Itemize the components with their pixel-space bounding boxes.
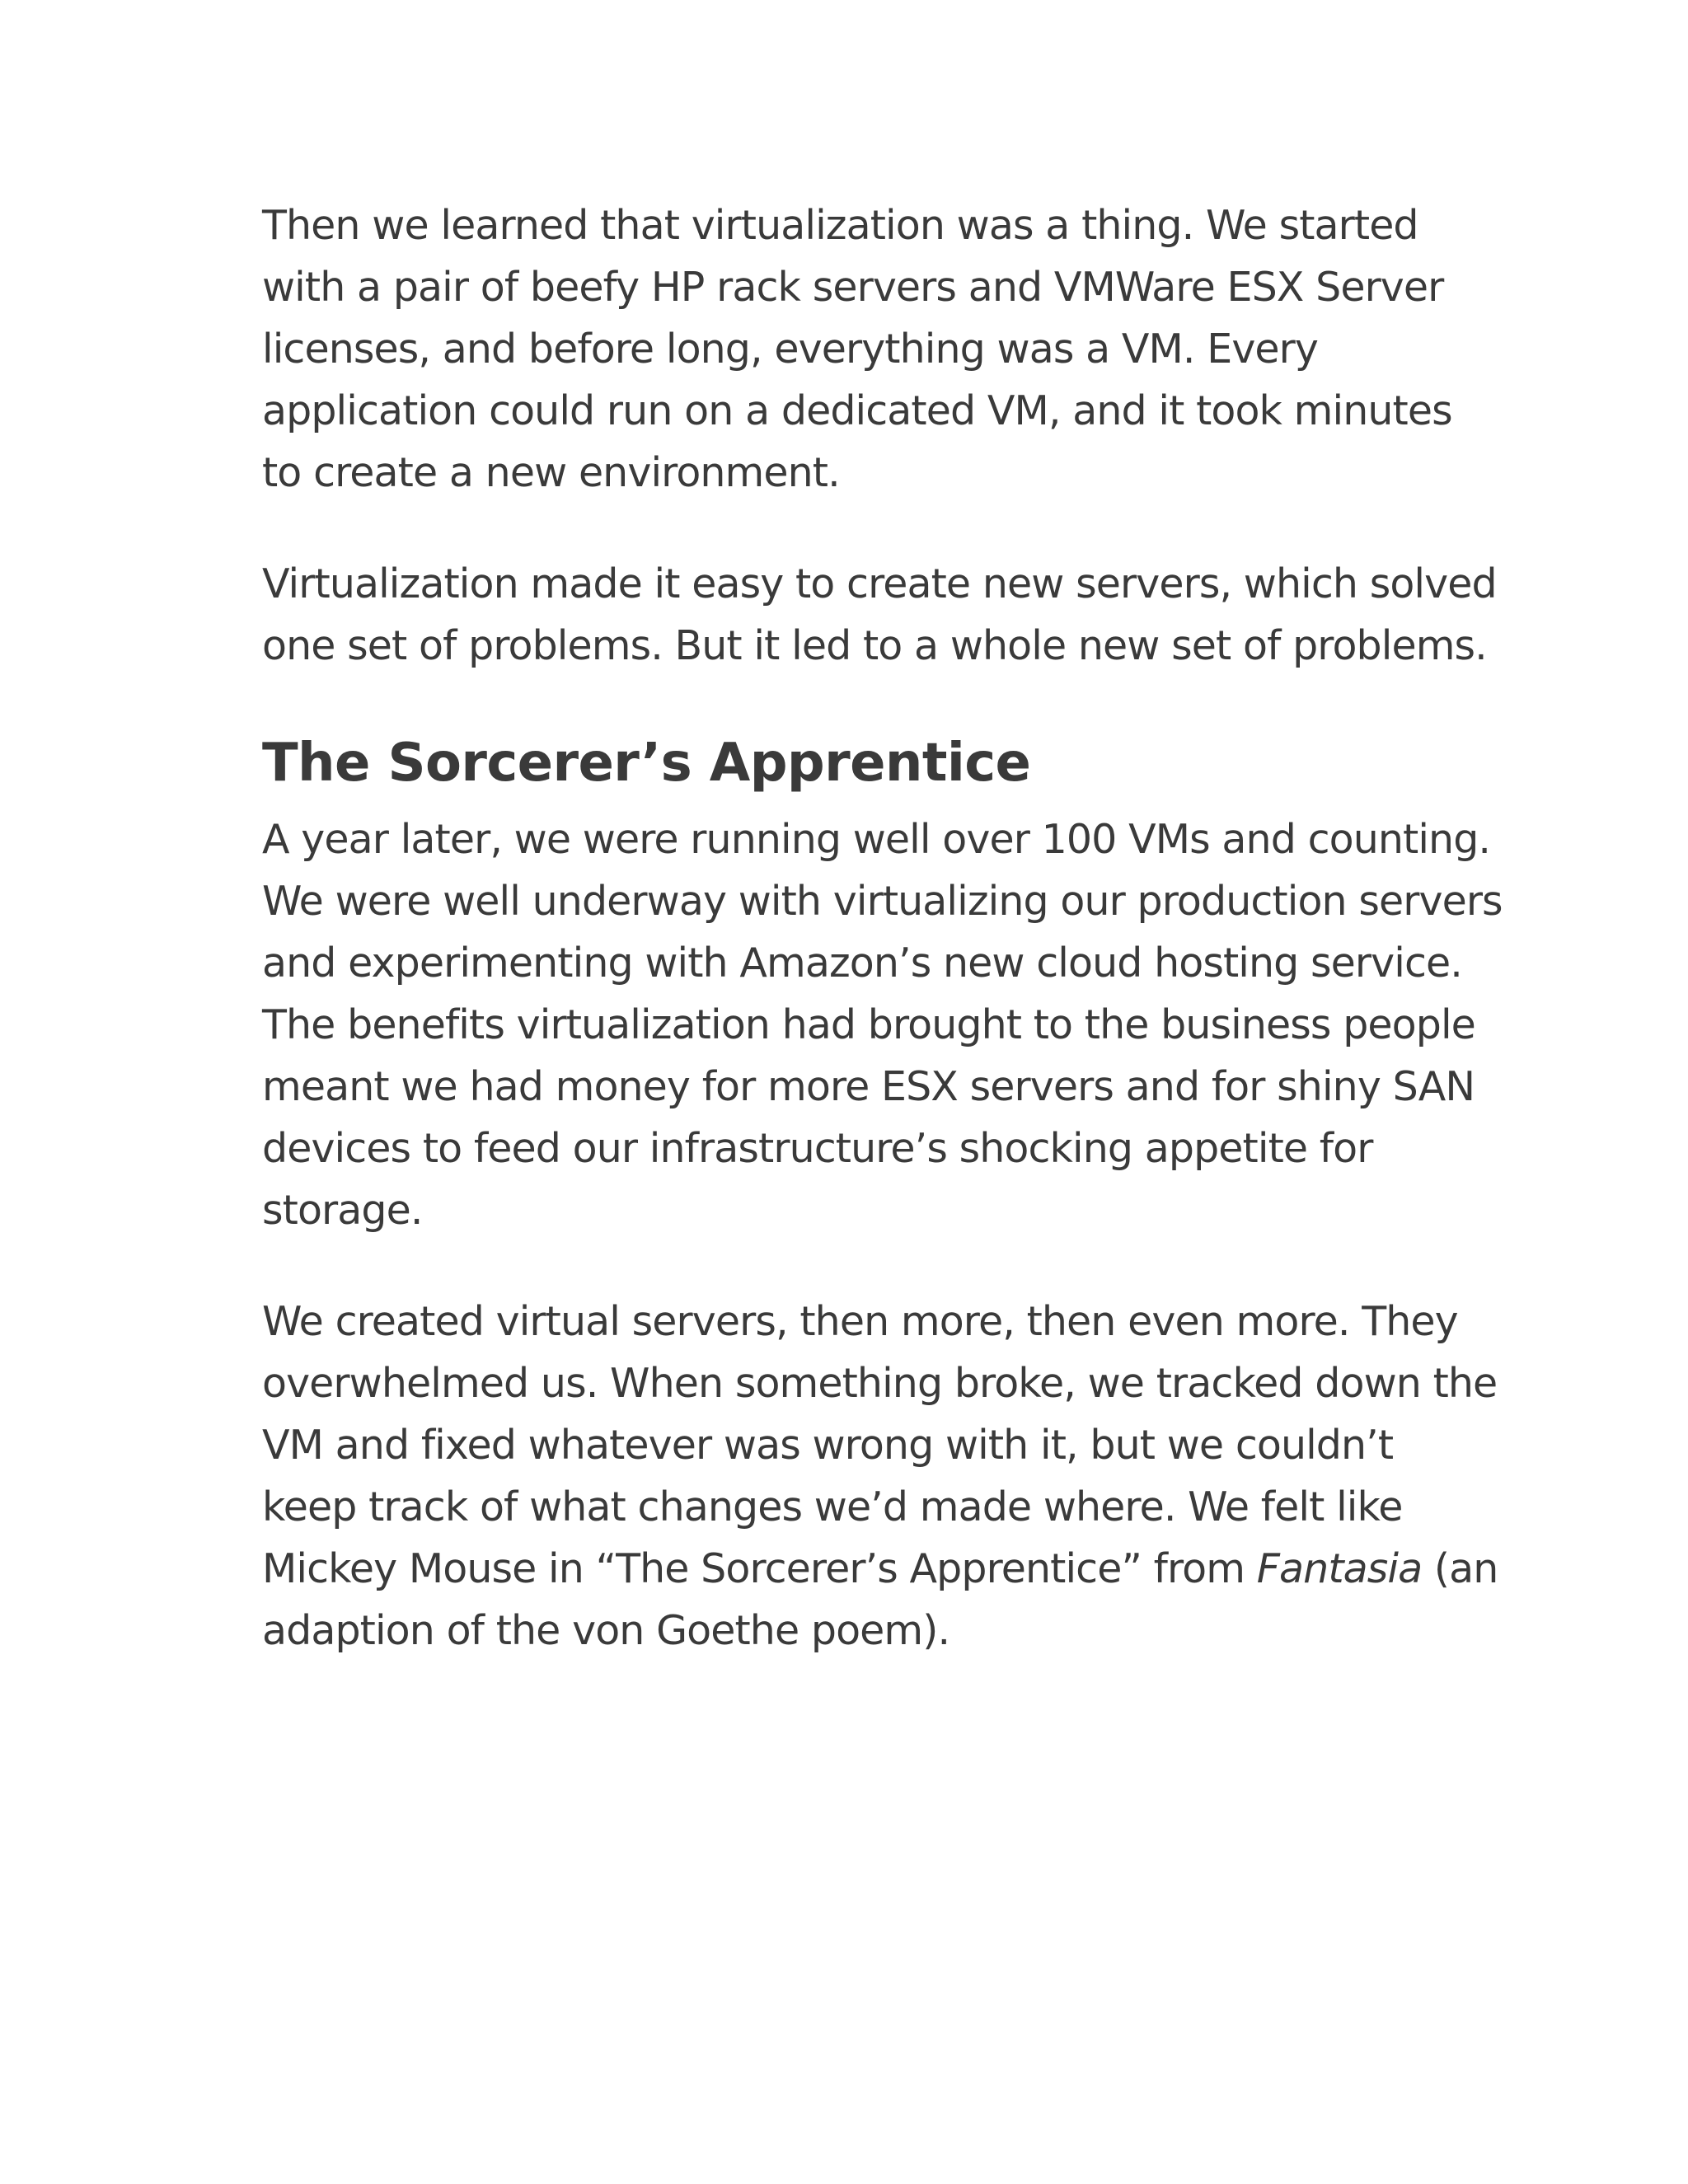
film-title: Fantasia xyxy=(1256,1545,1423,1592)
paragraph-line: A year later, we were running well over 100 VMs and counting. xyxy=(262,816,1491,863)
line-text-before: Mickey Mouse in “The Sorcerer’s Apprentice” from xyxy=(262,1545,1257,1592)
paragraph-line: with a pair of beefy HP rack servers and VMWare ESX Server xyxy=(262,264,1444,311)
paragraph-line: overwhelmed us. When something broke, we tracked down the xyxy=(262,1360,1498,1407)
paragraph-virtualization-intro xyxy=(262,194,1452,504)
line-text-after: (an xyxy=(1422,1545,1498,1592)
paragraph-line-with-title xyxy=(262,1538,1498,1600)
paragraph-line: We created virtual servers, then more, then even more. They xyxy=(262,1298,1458,1345)
paragraph-line: The benefits virtualization had brought to the business people xyxy=(262,1001,1475,1048)
paragraph-line: devices to feed our infrastructure’s shocking appetite for xyxy=(262,1125,1373,1172)
paragraph-line: to create a new environment. xyxy=(262,449,840,496)
paragraph-line: keep track of what changes we’d made where. We felt like xyxy=(262,1483,1403,1530)
paragraph-line: meant we had money for more ESX servers and for shiny SAN xyxy=(262,1063,1475,1110)
paragraph-line: application could run on a dedicated VM, and it took minutes xyxy=(262,387,1452,434)
paragraph-overwhelmed xyxy=(262,1291,1498,1661)
paragraph-line: storage. xyxy=(262,1187,423,1234)
paragraph-line: Then we learned that virtualization was a thing. We started xyxy=(262,202,1418,249)
paragraph-line: adaption of the von Goethe poem). xyxy=(262,1607,950,1654)
paragraph-line: licenses, and before long, everything was a VM. Every xyxy=(262,326,1319,373)
paragraph-line: and experimenting with Amazon’s new cloud hosting service. xyxy=(262,940,1462,987)
paragraph-line: Virtualization made it easy to create new servers, which solved xyxy=(262,560,1497,607)
page-content xyxy=(262,194,1503,1711)
section-heading: The Sorcerer’s Apprentice xyxy=(262,733,1031,794)
paragraph-year-later xyxy=(262,808,1503,1241)
paragraph-virtualization-problems xyxy=(262,553,1497,677)
paragraph-line: VM and fixed whatever was wrong with it, but we couldn’t xyxy=(262,1422,1394,1469)
paragraph-line: We were well underway with virtualizing our production servers xyxy=(262,878,1503,925)
paragraph-line: one set of problems. But it led to a whole new set of problems. xyxy=(262,622,1487,669)
